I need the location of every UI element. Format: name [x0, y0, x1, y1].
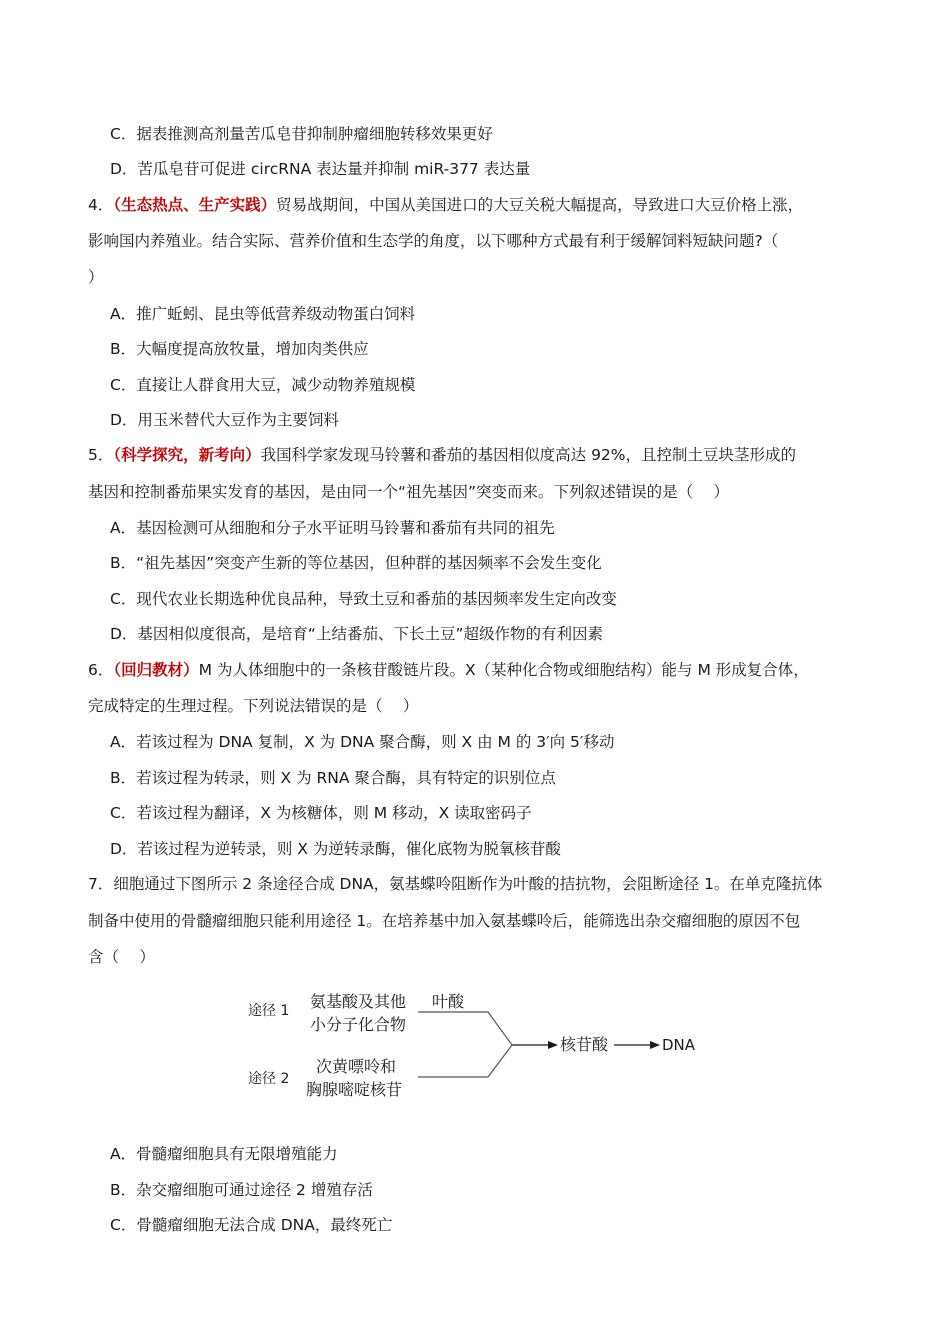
route2-source-line1: 次黄嘌呤和: [316, 1057, 397, 1076]
q4-number: 4．: [88, 196, 114, 214]
q4-tag: （生态热点、生产实践）: [113, 196, 277, 214]
q5-option-b: B．“祖先基因”突变产生新的等位基因，但种群的基因频率不会发生变化: [110, 554, 602, 572]
dna-arrow-head: [650, 1041, 660, 1049]
route2-source-line2: 胸腺嘧啶核苷: [306, 1080, 403, 1099]
q7-stem-line2: 制备中使用的骨髓瘤细胞只能利用途径 1。在培养基中加入氨基蝶呤后，能筛选出杂交瘤细胞的原因不包: [88, 912, 801, 930]
q4-stem-line1: [88, 194, 803, 216]
q7-stem-line1: 7．细胞通过下图所示 2 条途径合成 DNA，氨基蝶呤阻断作为叶酸的拮抗物，会阻断途径 1。在单克隆抗体: [88, 875, 823, 893]
q3-option-d: D．苦瓜皂苷可促进 circRNA 表达量并抑制 miR-377 表达量: [110, 160, 531, 178]
q5-option-c: C．现代农业长期选种优良品种，导致土豆和番茄的基因频率发生定向改变: [110, 590, 617, 608]
dna-synthesis-pathway-diagram: [240, 985, 710, 1110]
q5-option-a: A．基因检测可从细胞和分子水平证明马铃薯和番茄有共同的祖先: [110, 519, 555, 537]
q6-tag: （回归教材）: [113, 661, 199, 679]
q6-text: M 为人体细胞中的一条核苷酸链片段。X（某种化合物或细胞结构）能与 M 形成复合体，: [198, 661, 809, 679]
q4-text: 贸易战期间，中国从美国进口的大豆关税大幅提高，导致进口大豆价格上涨，: [276, 196, 804, 214]
merge-arrow-head: [548, 1041, 558, 1049]
q7-option-a: A．骨髓瘤细胞具有无限增殖能力: [110, 1145, 338, 1163]
q5-number: 5．: [88, 446, 114, 464]
q4-option-b: B．大幅度提高放牧量，增加肉类供应: [110, 340, 369, 358]
route1-source-line2: 小分子化合物: [310, 1015, 407, 1034]
q6-option-b: B．若该过程为转录，则 X 为 RNA 聚合酶，具有特定的识别位点: [110, 769, 556, 787]
q7-option-b: B．杂交瘤细胞可通过途径 2 增殖存活: [110, 1181, 373, 1199]
q6-number: 6．: [88, 661, 114, 679]
q4-stem-line3: ）: [88, 268, 104, 286]
q4-option-c: C．直接让人群食用大豆，减少动物养殖规模: [110, 376, 416, 394]
q5-text: 我国科学家发现马铃薯和番茄的基因相似度高达 92%，且控制土豆块茎形成的: [260, 446, 797, 464]
q6-option-c: C．若该过程为翻译，X 为核糖体，则 M 移动，X 读取密码子: [110, 804, 532, 822]
q6-stem-line1: [88, 659, 809, 681]
q6-option-a: A．若该过程为 DNA 复制，X 为 DNA 聚合酶，则 X 由 M 的 3′向 5′移动: [110, 733, 615, 751]
nucleotide-label: 核苷酸: [560, 1035, 609, 1054]
q6-stem-line2: 完成特定的生理过程。下列说法错误的是（ ）: [88, 697, 419, 715]
dna-label: DNA: [662, 1036, 696, 1054]
q5-option-d: D．基因相似度很高，是培育“上结番茄、下长土豆”超级作物的有利因素: [110, 625, 603, 643]
q7-stem-line3: 含（ ）: [88, 948, 155, 966]
q5-stem-line1: [88, 444, 796, 466]
folate-label: 叶酸: [432, 992, 465, 1011]
q4-option-d: D．用玉米替代大豆作为主要饲料: [110, 411, 339, 429]
q7-option-c: C．骨髓瘤细胞无法合成 DNA，最终死亡: [110, 1216, 393, 1234]
route1-connector: [418, 1012, 512, 1045]
q3-option-c: C．据表推测高剂量苦瓜皂苷抑制肿瘤细胞转移效果更好: [110, 125, 493, 143]
q4-stem-line2: 影响国内养殖业。结合实际、营养价值和生态学的角度，以下哪种方式最有利于缓解饲料短缺问题?（: [88, 232, 779, 250]
q5-tag: （科学探究，新考向）: [113, 446, 261, 464]
route2-label: 途径 2: [248, 1071, 290, 1087]
q6-option-d: D．若该过程为逆转录，则 X 为逆转录酶，催化底物为脱氧核苷酸: [110, 840, 561, 858]
q4-option-a: A．推广蚯蚓、昆虫等低营养级动物蛋白饲料: [110, 305, 416, 323]
q5-stem-line2: 基因和控制番茄果实发育的基因，是由同一个“祖先基因”突变而来。下列叙述错误的是（ ）: [88, 483, 729, 501]
route1-source-line1: 氨基酸及其他: [310, 992, 407, 1011]
route2-connector: [418, 1045, 512, 1077]
route1-label: 途径 1: [248, 1003, 290, 1019]
